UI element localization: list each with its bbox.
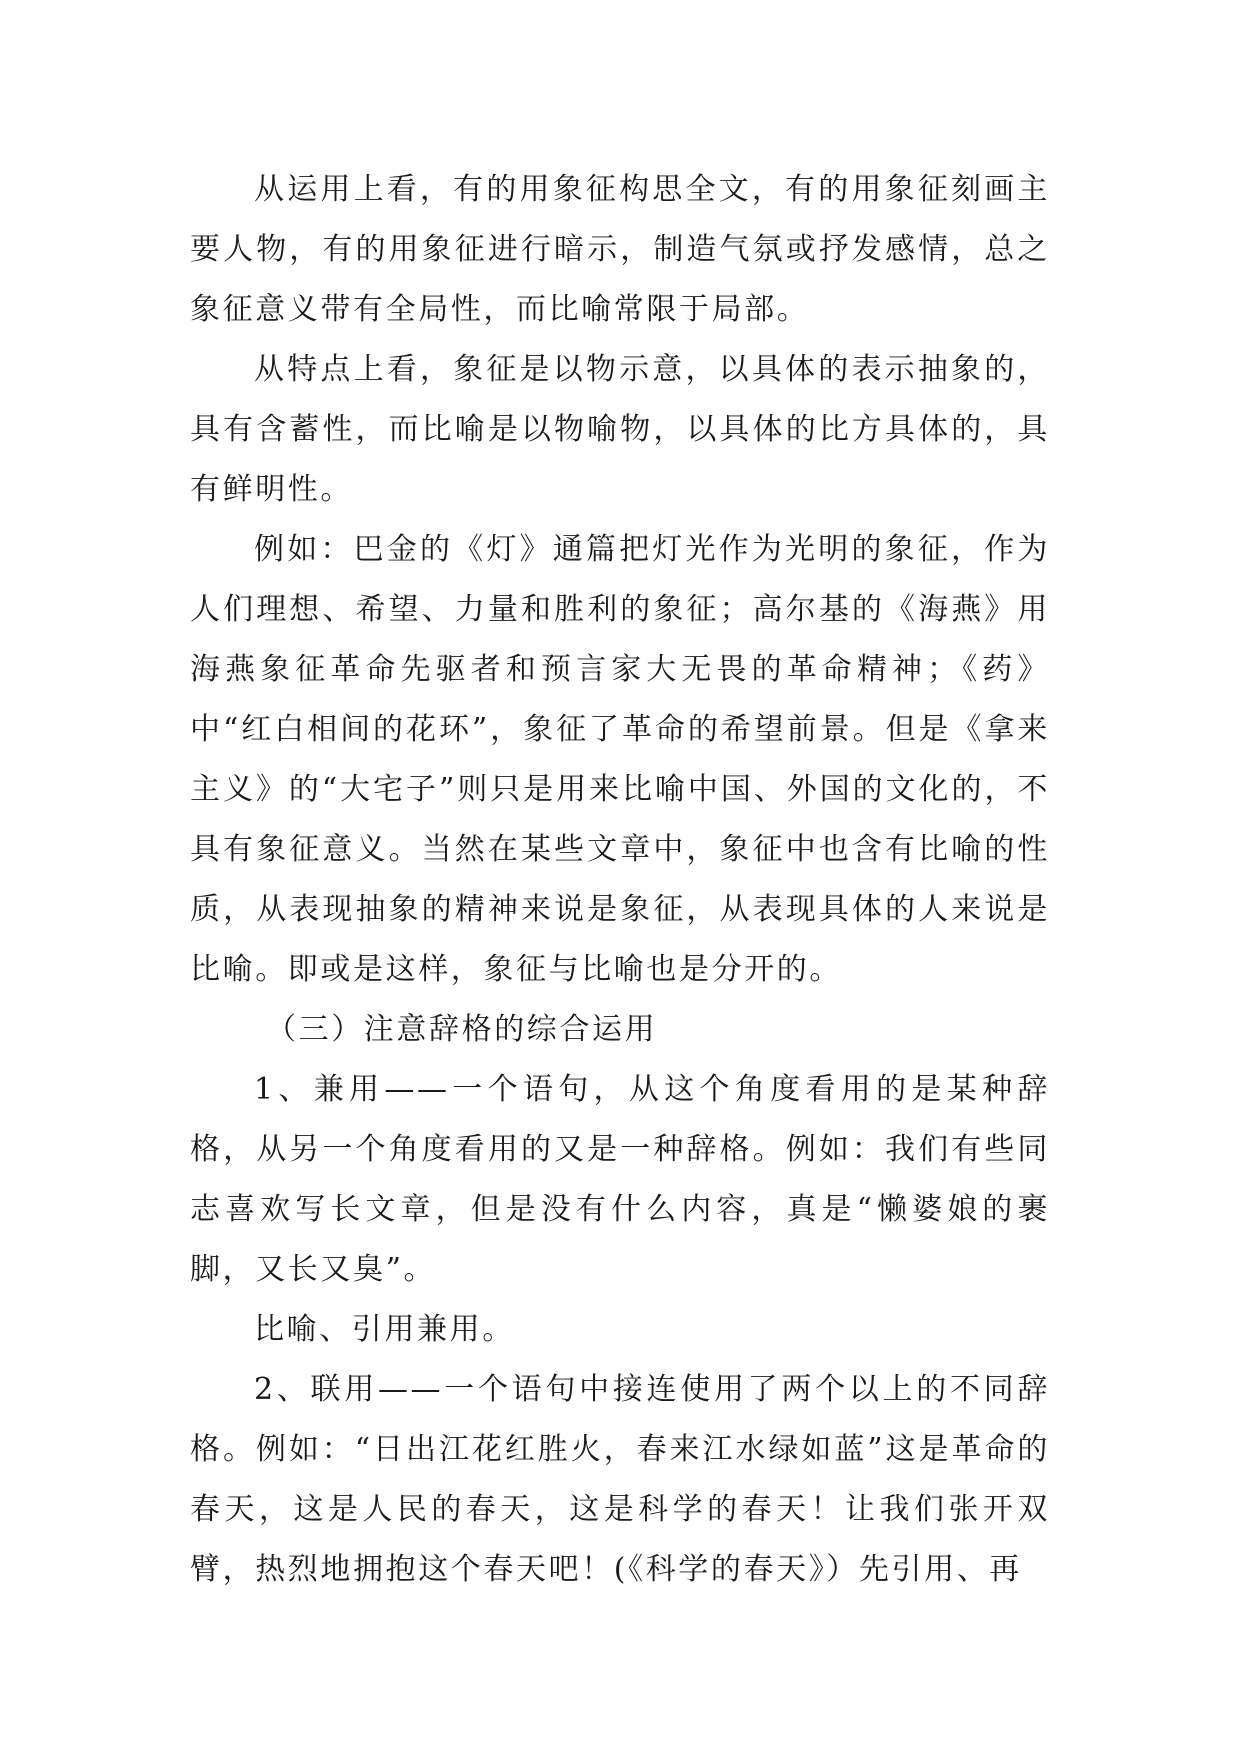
section-heading: （三）注意辞格的综合运用: [266, 1012, 658, 1047]
paragraph-combined-use: 1、兼用——一个语句，从这个角度看用的是某种辞格，从另一个角度看用的又是一种辞格。例如：我们有些同志喜欢写长文章，但是没有什么内容，真是“懒婆娘的裹脚，又长又臭”。: [190, 1072, 1050, 1287]
paragraph-feature-comparison: 从特点上看，象征是以物示意，以具体的表示抽象的，具有含蓄性，而比喻是以物喻物，以具体的比方具体的，具有鲜明性。: [190, 352, 1050, 507]
paragraph-consecutive-use: 2、联用——一个语句中接连使用了两个以上的不同辞格。例如：“日出江花红胜火，春来江水绿如蓝”这是革命的春天，这是人民的春天，这是科学的春天！让我们张开双臂，热烈地拥抱这个春天吧！(《科学的春天》）先引用、再: [190, 1372, 1050, 1587]
document-body: [190, 160, 1050, 1600]
paragraph-usage-comparison: 从运用上看，有的用象征构思全文，有的用象征刻画主要人物，有的用象征进行暗示，制造气氛或抒发感情，总之象征意义带有全局性，而比喻常限于局部。: [190, 172, 1050, 327]
paragraph-examples: 例如：巴金的《灯》通篇把灯光作为光明的象征，作为人们理想、希望、力量和胜利的象征；高尔基的《海燕》用海燕象征革命先驱者和预言家大无畏的革命精神；《药》中“红白相间的花环”，象征了革命的希望前景。但是《拿来主义》的“大宅子”则只是用来比喻中国、外国的文化的，不具有象征意义。当然在某些文章中，象征中也含有比喻的性质，从表现抽象的精神来说是象征，从表现具体的人来说是比喻。即或是这样，象征与比喻也是分开的。: [190, 532, 1050, 987]
paragraph-note: 比喻、引用兼用。: [254, 1312, 515, 1347]
